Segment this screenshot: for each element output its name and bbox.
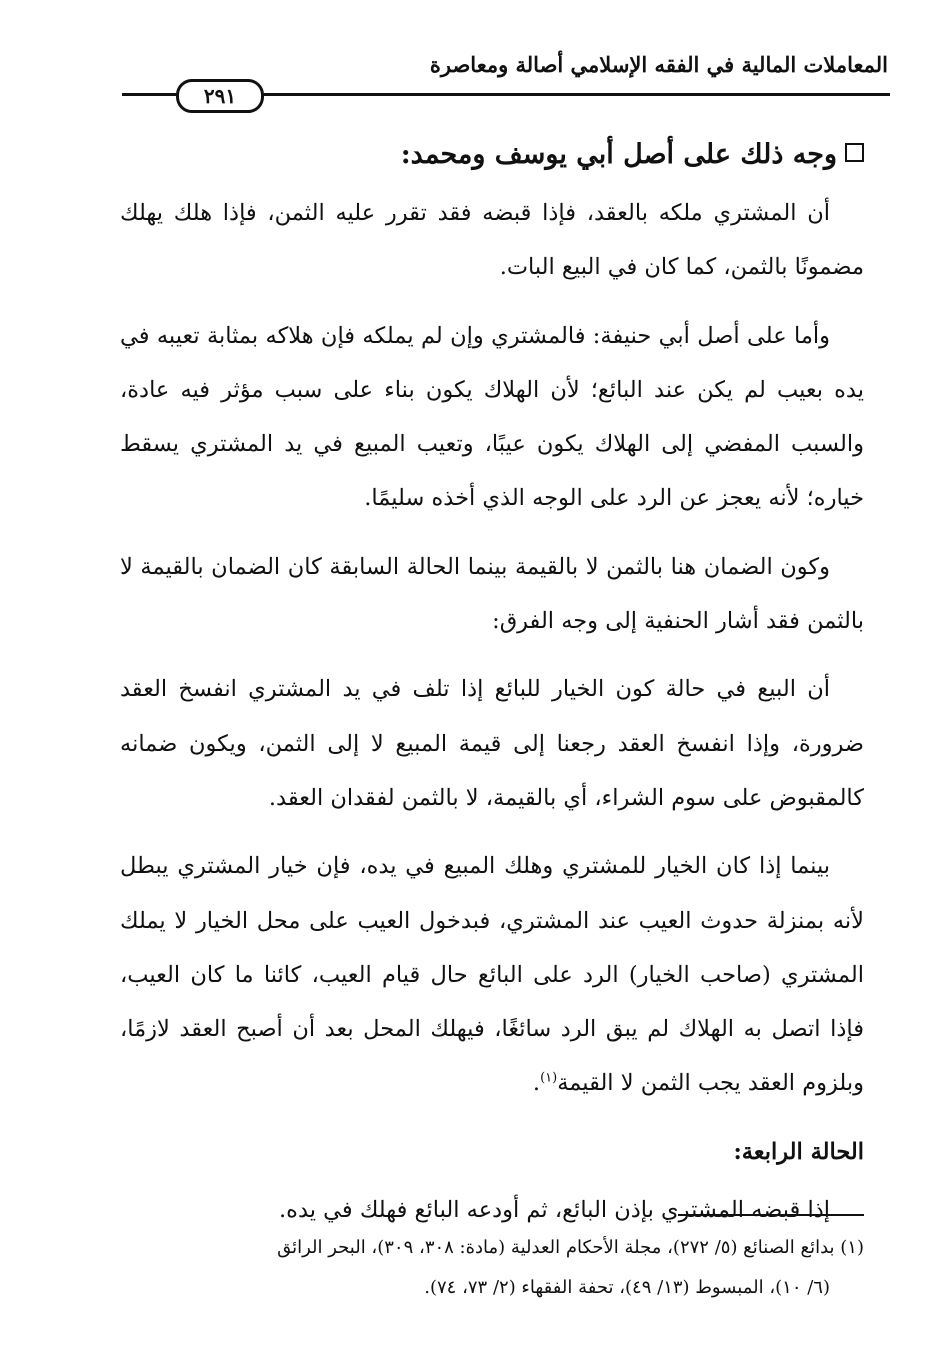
main-content [120, 132, 864, 1251]
paragraph-1: أن المشتري ملكه بالعقد، فإذا قبضه فقد تقرر عليه الثمن، فإذا هلك يهلك مضمونًا بالثمن، كما كان في البيع البات. [120, 200, 864, 281]
section-heading [120, 132, 864, 178]
case-four-text: إذا قبضه المشتري بإذن البائع، ثم أودعه البائع فهلك في يده. [279, 1196, 830, 1223]
case-four-title: الحالة الرابعة: [733, 1138, 864, 1165]
paragraph-5 [120, 839, 864, 1110]
footnote-ref-1[interactable]: (١) [540, 1070, 558, 1086]
section-heading-text: وجه ذلك على أصل أبي يوسف ومحمد: [400, 139, 837, 170]
paragraph-5-end: . [532, 1070, 541, 1097]
page-number: ٢٩١ [176, 79, 264, 113]
paragraph-2: وأما على أصل أبي حنيفة: فالمشتري وإن لم يملكه فإن هلاكه بمثابة تعيبه في يده بعيب لم يكن عند البائع؛ لأن الهلاك يكون بناء على سبب مؤثر فيه عادة، والسبب المفضي إلى الهلاك يكون عيبًا، وتعيب المبيع في يد المشتري يسقط خياره؛ لأنه يعجز عن الرد على الوجه الذي أخذه سليمًا. [120, 322, 864, 512]
paragraph-3: وكون الضمان هنا بالثمن لا بالقيمة بينما الحالة السابقة كان الضمان بالقيمة لا بالثمن فقد أشار الحنفية إلى وجه الفرق: [120, 553, 864, 635]
paragraph-4: أن البيع في حالة كون الخيار للبائع إذا تلف في يد المشتري انفسخ العقد ضرورة، وإذا انفسخ العقد رجعنا إلى قيمة المبيع لا إلى الثمن، ويكون ضمانه كالمقبوض على سوم الشراء، أي بالقيمة، لا بالثمن لفقدان العقد. [120, 676, 864, 811]
running-title: المعاملات المالية في الفقه الإسلامي أصالة ومعاصرة [429, 52, 888, 77]
footnote-1-line-2: (٦/ ١٠)، المبسوط (١٣/ ٤٩)، تحفة الفقهاء (٢/ ٧٣، ٧٤). [424, 1277, 830, 1298]
footnotes [120, 1228, 864, 1308]
checkbox-icon [845, 143, 864, 162]
footnote-rule [678, 1214, 864, 1216]
footnote-1-line-1: (١) بدائع الصنائع (٥/ ٢٧٢)، مجلة الأحكام العدلية (مادة: ٣٠٨، ٣٠٩)، البحر الرائق [277, 1237, 864, 1258]
paragraph-5-text: بينما إذا كان الخيار للمشتري وهلك المبيع في يده، فإن خيار المشتري يبطل لأنه بمنزلة حدوث العيب عند المشتري، فبدخول العيب على محل الخيار لا يملك المشتري (صاحب الخيار) الرد على البائع حال قيام العيب، كائنا ما كان العيب، فإذا اتصل به الهلاك لم يبق الرد سائغًا، فيهلك المحل بعد أن أصبح العقد لازمًا، وبلزوم العقد يجب الثمن لا القيمة [120, 853, 864, 1097]
